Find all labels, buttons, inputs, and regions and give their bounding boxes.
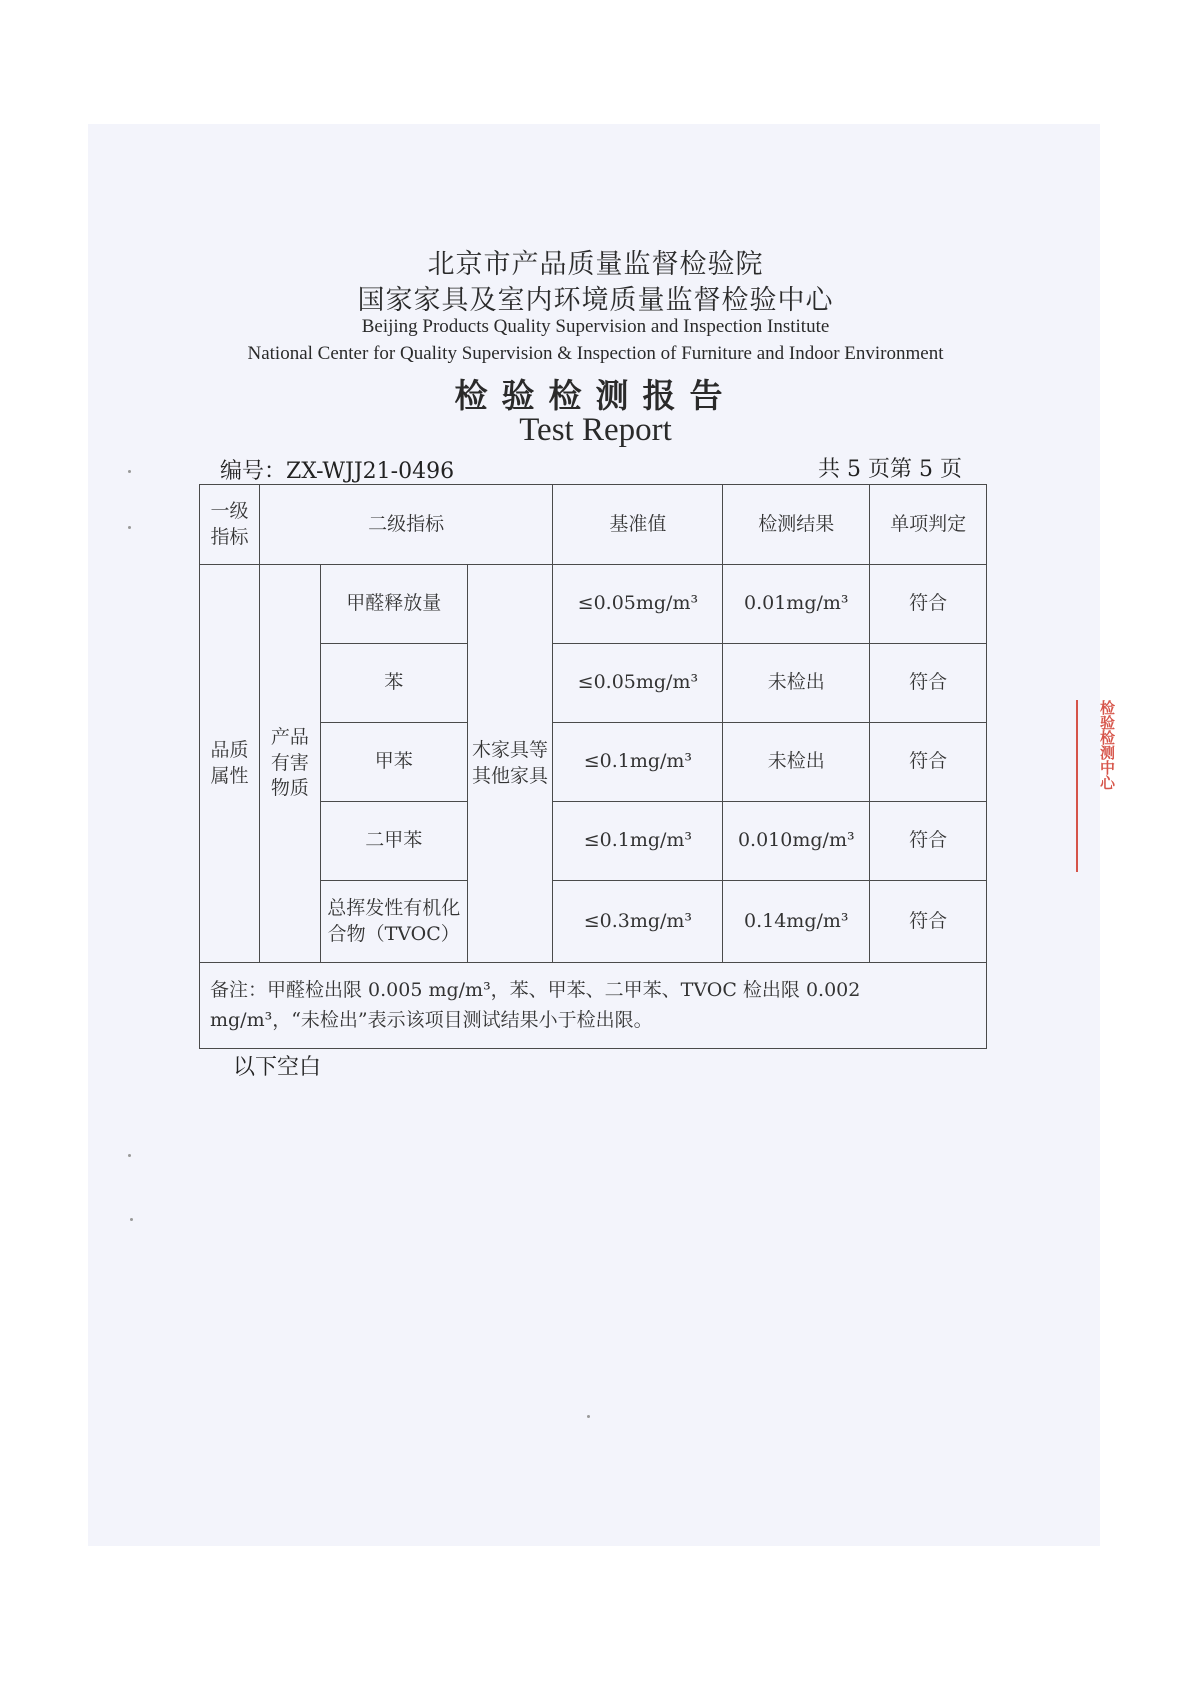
header-level1: 一级指标 [200,485,260,565]
report-number: 编号：ZX-WJJ21-0496 [220,459,455,484]
result-cell: 0.14mg/m³ [723,881,870,963]
org-name-en: Beijing Products Quality Supervision and Inspection Institute [361,316,830,337]
center-name-cn: 国家家具及室内环境质量监督检验中心 [357,285,834,316]
table-header-row [200,485,987,565]
item-cell: 甲醛释放量 [320,565,467,644]
header-judgement: 单项判定 [870,485,987,565]
judgement-cell: 符合 [870,723,987,802]
judgement-cell: 符合 [870,565,987,644]
page-info: 共 5 页第 5 页 [818,457,962,482]
header-level2: 二级指标 [259,485,553,565]
item-cell: 总挥发性有机化合物（TVOC） [320,881,467,963]
scan-speck [128,1154,131,1157]
result-cell: 未检出 [723,644,870,723]
item-cell: 甲苯 [320,723,467,802]
scan-speck [128,470,131,473]
report-title-cn: 检验检测报告 [454,376,737,415]
blank-below-note: 以下空白 [233,1055,322,1080]
scan-speck [130,1218,133,1221]
standard-cell: ≤0.3mg/m³ [553,881,723,963]
test-result-table [199,484,987,1049]
header-result: 检测结果 [723,485,870,565]
center-name-en: National Center for Quality Supervision & Inspection of Furniture and Indoor Environment [247,343,944,364]
item-cell: 苯 [320,644,467,723]
standard-cell: ≤0.05mg/m³ [553,644,723,723]
result-cell: 未检出 [723,723,870,802]
level1-cell: 品质属性 [200,565,260,963]
judgement-cell: 符合 [870,881,987,963]
scan-speck [128,526,131,529]
standard-cell: ≤0.1mg/m³ [553,802,723,881]
header-standard: 基准值 [553,485,723,565]
furniture-type-cell: 木家具等其他家具 [467,565,553,963]
standard-cell: ≤0.1mg/m³ [553,723,723,802]
note-row [200,963,987,1049]
result-cell: 0.010mg/m³ [723,802,870,881]
item-cell: 二甲苯 [320,802,467,881]
report-title-en: Test Report [519,412,672,448]
level2-group-cell: 产品有害物质 [259,565,320,963]
org-name-cn: 北京市产品质量监督检验院 [427,249,764,280]
result-cell: 0.01mg/m³ [723,565,870,644]
note-text: 备注：甲醛检出限 0.005 mg/m³，苯、甲苯、二甲苯、TVOC 检出限 0.002 mg/m³，“未检出”表示该项目测试结果小于检出限。 [200,963,987,1049]
judgement-cell: 符合 [870,644,987,723]
judgement-cell: 符合 [870,802,987,881]
table-row [200,565,987,644]
standard-cell: ≤0.05mg/m³ [553,565,723,644]
official-seal [1076,700,1118,872]
seal-text: 检验检测中心 [1098,700,1116,790]
scan-speck [587,1415,590,1418]
